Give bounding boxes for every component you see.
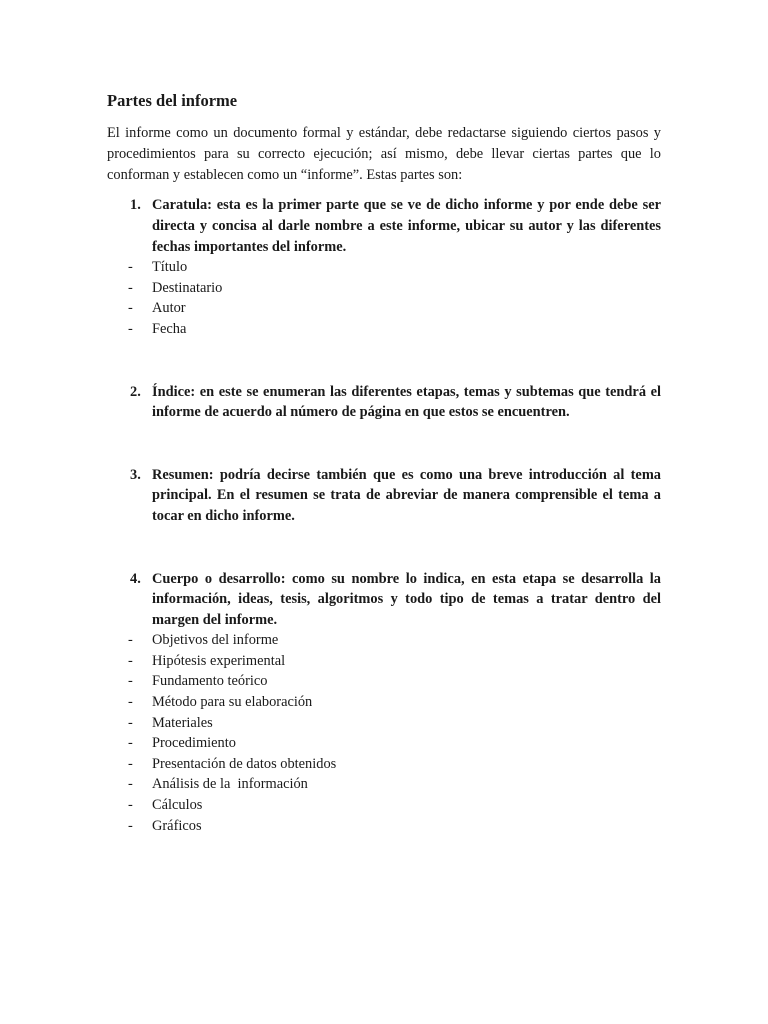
document-page [107, 90, 661, 836]
list-item: - Título [107, 257, 661, 278]
section-indice [107, 382, 661, 423]
bullet-list [107, 257, 661, 339]
list-item: - Hipótesis experimental [107, 651, 661, 672]
list-item: - Materiales [107, 713, 661, 734]
document-title: Partes del informe [107, 91, 238, 110]
item-number: 2. [130, 383, 141, 400]
list-item: - Fundamento teórico [107, 671, 661, 692]
dash-marker: - [128, 279, 133, 296]
dash-marker: - [128, 694, 133, 711]
numbered-item [107, 195, 661, 257]
dash-marker: - [128, 300, 133, 317]
dash-marker: - [128, 797, 133, 814]
list-item: - Fecha [107, 319, 661, 340]
section-cuerpo [107, 569, 661, 837]
list-item: - Procedimiento [107, 733, 661, 754]
numbered-item [107, 465, 661, 527]
item-text: Resumen: podría decirse también que es como una breve introducción al tema principal. En el resumen se trata de abreviar de manera comprensible el tema a tocar en dicho informe. [152, 466, 661, 524]
dash-marker: - [128, 735, 133, 752]
dash-marker: - [128, 714, 133, 731]
dash-marker: - [128, 652, 133, 669]
item-text: Caratula: esta es la primer parte que se ve de dicho informe y por ende debe ser directa y concisa al darle nombre a este informe, ubicar su autor y las diferentes fechas importantes del informe. [152, 197, 661, 255]
list-item: - Presentación de datos obtenidos [107, 754, 661, 775]
list-item: - Cálculos [107, 795, 661, 816]
dash-marker: - [128, 755, 133, 772]
numbered-item [107, 569, 661, 631]
dash-marker: - [128, 776, 133, 793]
list-item: - Método para su elaboración [107, 692, 661, 713]
section-caratula [107, 195, 661, 339]
list-item: - Destinatario [107, 278, 661, 299]
intro-paragraph: El informe como un documento formal y estándar, debe redactarse siguiendo ciertos pasos y procedimientos para su correcto ejecución; así mismo, debe llevar ciertas partes que lo conforman y establecen como un “informe”. Estas partes son: [107, 125, 661, 183]
list-item: - Autor [107, 298, 661, 319]
dash-marker: - [128, 259, 133, 276]
dash-marker: - [128, 673, 133, 690]
dash-marker: - [128, 632, 133, 649]
item-text: Índice: en este se enumeran las diferentes etapas, temas y subtemas que tendrá el informe de acuerdo al número de página en que estos se encuentren. [152, 383, 661, 421]
list-item: - Gráficos [107, 816, 661, 837]
dash-marker: - [128, 817, 133, 834]
item-number: 4. [130, 570, 141, 587]
numbered-item [107, 382, 661, 423]
item-number: 3. [130, 466, 141, 483]
item-text: Cuerpo o desarrollo: como su nombre lo indica, en esta etapa se desarrolla la información, ideas, tesis, algoritmos y todo tipo de temas a tratar dentro del margen del informe. [152, 570, 661, 628]
list-item: - Objetivos del informe [107, 630, 661, 651]
bullet-list [107, 630, 661, 836]
item-number: 1. [130, 197, 141, 214]
dash-marker: - [128, 320, 133, 337]
list-item: - Análisis de la información [107, 774, 661, 795]
section-resumen [107, 465, 661, 527]
